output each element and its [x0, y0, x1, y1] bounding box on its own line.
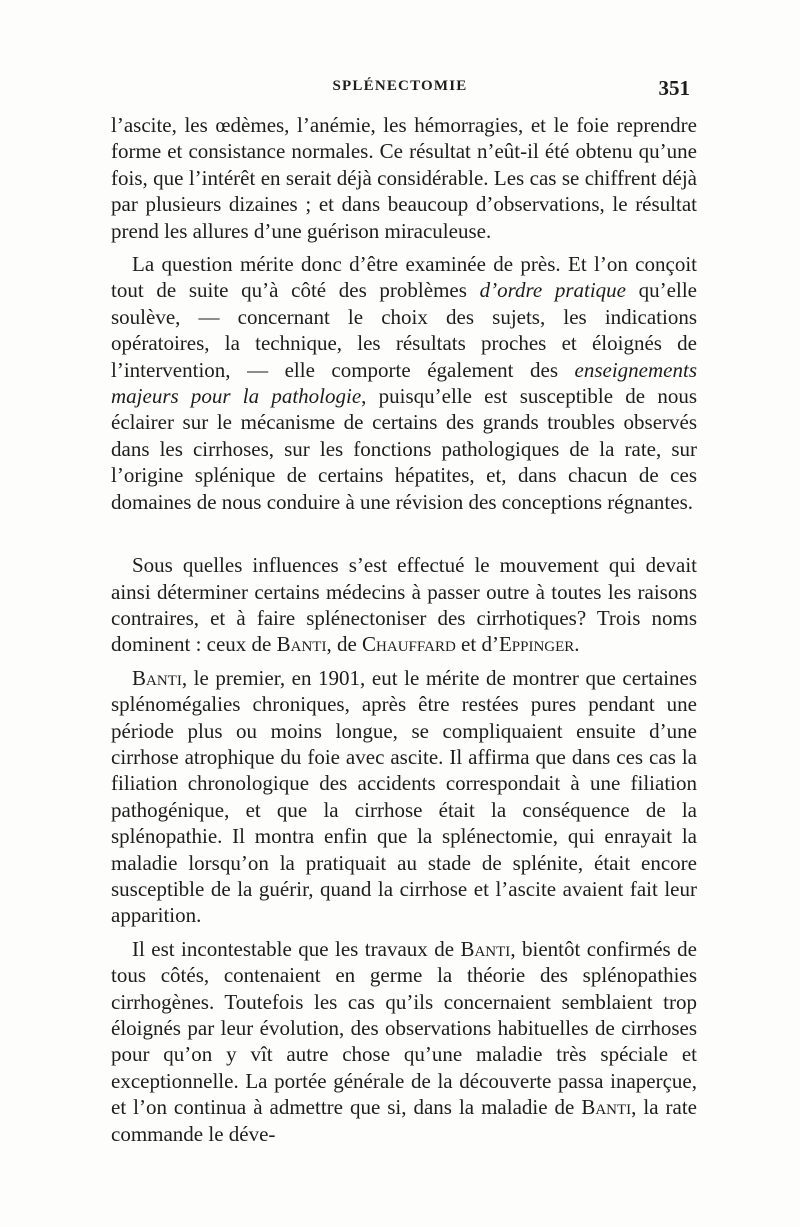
paragraph-2-text-b: qu’elle soulève, — concernant le choix des sujets, les indications opératoires, la technique, les résultats proches et éloignés de l’intervention, — elle comporte également des — [111, 278, 697, 382]
paragraph-1 — [111, 112, 697, 244]
paragraph-4 — [111, 665, 697, 929]
author-name-banti: Banti — [460, 936, 511, 961]
author-name-banti: Banti — [132, 665, 182, 690]
paragraph-4-text: , le premier, en 1901, eut le mérite de montrer que certaines splénomégalies chroniques, après être restées pures pendant une période plus ou moins longue, se compliquaient ensuite d’une cirrhose atrophique du foie avec ascite. Il affirma que dans ces cas la filiation chronologique des accidents correspondait à une filiation pathogénique, et que la cirrhose était la conséquence de la splénopathie. Il montra enfin que la splénectomie, qui enrayait la maladie lorsqu’on la pratiquait au stade de splénite, était encore susceptible de la guérir, quand la cirrhose et l’ascite avaient fait leur apparition. — [111, 665, 697, 928]
paragraph-2-text-a: La question mérite donc d’être examinée de près. Et l’on conçoit tout de suite qu’à côté des problèmes — [111, 252, 697, 303]
paragraph-1-text: l’ascite, les œdèmes, l’anémie, les hémorragies, et le foie reprendre forme et consistance normales. Ce résultat n’eût-il été obtenu qu’une fois, que l’intérêt en serait déjà considérable. Les cas se chiffrent déjà par plusieurs dizaines ; et dans beaucoup d’observations, le résultat prend les allures d’une guérison miraculeuse. — [111, 113, 697, 243]
running-title: SPLÉNECTOMIE — [332, 78, 468, 94]
paragraph-2-text-c: , puisqu’elle est susceptible de nous éclairer sur le mécanisme de certains des grands troubles observés dans les cirrhoses, sur les fonctions pathologiques de la rate, sur l’origine splénique de certains hépatites, et, dans chacun de ces domaines de nous conduire à une révision des conceptions régnantes. — [111, 384, 697, 514]
paragraph-5-text-b: , bientôt confirmés de tous côtés, contenaient en germe la théorie des splénopathies cirrhogènes. Toutefois les cas qu’ils concernaient semblaient trop éloignés par leur évolution, des observations habituelles de cirrhoses pour qu’on y vît autre chose qu’une maladie très spéciale et exceptionnelle. La portée générale de la découverte passa inaperçue, et l’on continua à admettre que si, dans la maladie de — [111, 936, 697, 1120]
emphasis-enseignements: enseignements majeurs pour la pathologie — [111, 357, 697, 409]
paragraph-3-text-d: . — [574, 632, 580, 657]
paragraph-3 — [111, 552, 697, 658]
author-name-chauffard: Chauffard — [362, 632, 456, 657]
author-name-banti: Banti — [581, 1095, 632, 1120]
paragraph-3-text-a: Sous quelles influences s’est effectué le mouvement qui devait ainsi déterminer certains médecins à passer outre à toutes les raisons contraires, et à faire splénectoniser des cirrhotiques? Trois noms dominent : ceux de — [111, 553, 697, 657]
paragraph-3-text-b: , de — [326, 632, 363, 657]
paragraph-3-text-c: et d’ — [455, 632, 499, 657]
body-text — [111, 112, 697, 1147]
running-head — [110, 78, 690, 102]
author-name-eppinger: Eppinger — [498, 632, 575, 657]
paragraph-5-text-c: , la rate commande le déve- — [111, 1095, 697, 1146]
paragraph-5 — [111, 936, 697, 1147]
author-name-banti: Banti — [276, 632, 327, 657]
paragraph-2 — [111, 251, 697, 515]
page-number: 351 — [658, 76, 690, 100]
emphasis-ordre-pratique: d’ordre pratique — [479, 278, 627, 303]
paragraph-5-text-a: Il est incontestable que les travaux de — [132, 936, 461, 961]
